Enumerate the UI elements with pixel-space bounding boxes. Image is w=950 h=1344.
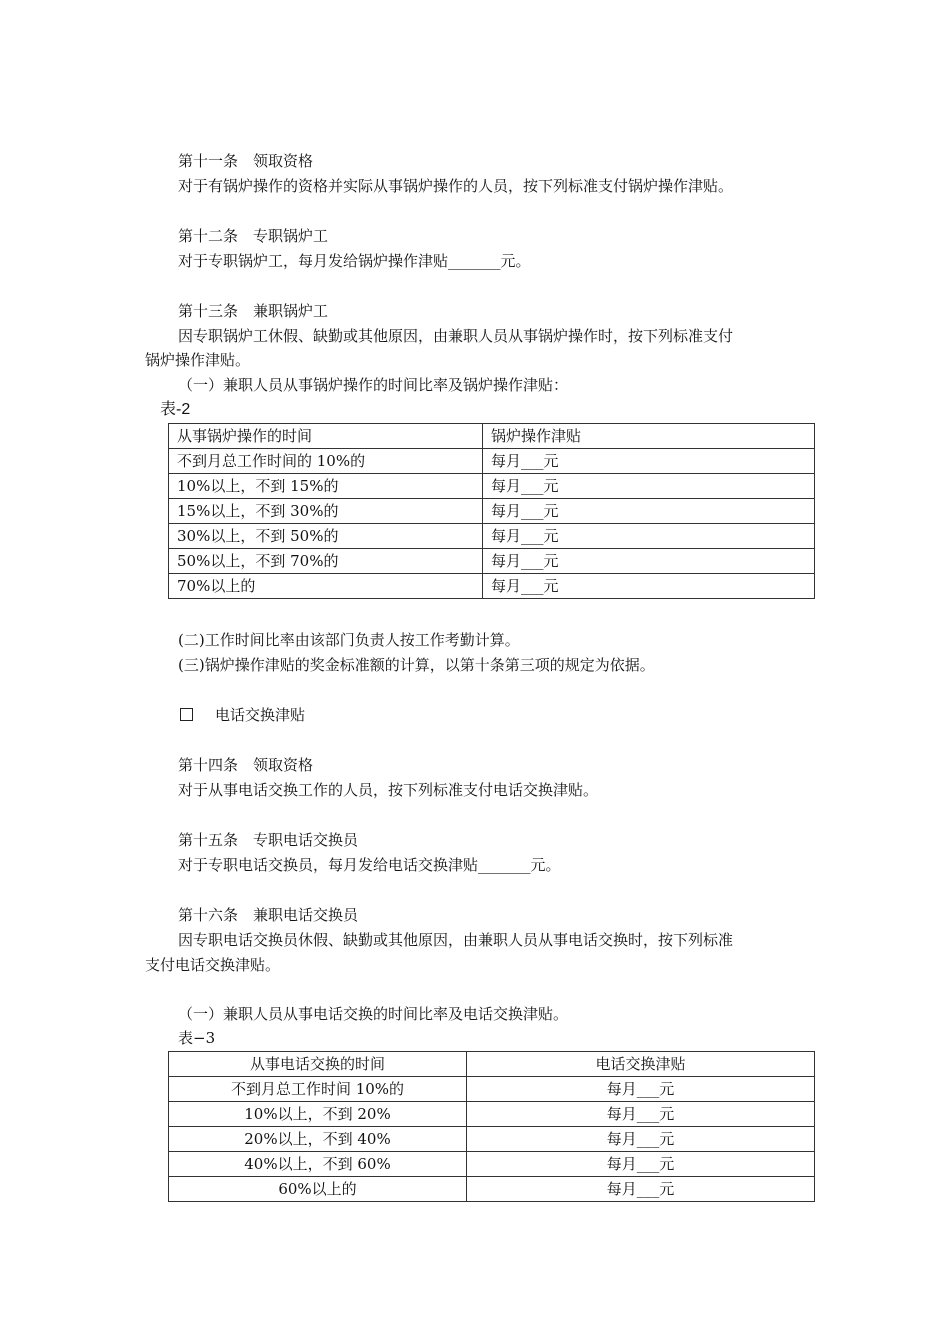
table-cell: 40%以上，不到 60% — [169, 1152, 467, 1177]
article-11-body: 对于有锅炉操作的资格并实际从事锅炉操作的人员，按下列标准支付锅炉操作津贴。 — [178, 177, 734, 195]
article-14-title: 第十四条 领取资格 — [178, 756, 314, 774]
article-13-item-3: (三)锅炉操作津贴的奖金标准额的计算，以第十条第三项的规定为依据。 — [178, 656, 655, 674]
article-15-title: 第十五条 专职电话交换员 — [178, 831, 359, 849]
table-row — [169, 1102, 815, 1127]
table-cell: 10%以上，不到 20% — [169, 1102, 467, 1127]
table-row — [169, 524, 815, 549]
table-cell: 每月___元 — [467, 1127, 815, 1152]
table-cell: 每月___元 — [483, 499, 815, 524]
article-14-body: 对于从事电话交换工作的人员，按下列标准支付电话交换津贴。 — [178, 781, 599, 799]
table-cell: 每月___元 — [483, 549, 815, 574]
table-row — [169, 474, 815, 499]
article-16-body-line2: 支付电话交换津贴。 — [145, 956, 281, 974]
article-13-item-1: （一）兼职人员从事锅炉操作的时间比率及锅炉操作津贴： — [178, 376, 569, 394]
table-cell: 不到月总工作时间 10%的 — [169, 1077, 467, 1102]
table-cell: 不到月总工作时间的 10%的 — [169, 449, 483, 474]
table-header-cell: 电话交换津贴 — [467, 1052, 815, 1077]
table-cell: 20%以上，不到 40% — [169, 1127, 467, 1152]
table-header-cell: 从事电话交换的时间 — [169, 1052, 467, 1077]
article-13-item-2: (二)工作时间比率由该部门负责人按工作考勤计算。 — [178, 631, 520, 649]
table-row — [169, 549, 815, 574]
table-row — [169, 1127, 815, 1152]
table-cell: 每月___元 — [467, 1077, 815, 1102]
table-header-cell: 锅炉操作津贴 — [483, 424, 815, 449]
table-2 — [168, 423, 815, 599]
table-row — [169, 1152, 815, 1177]
table-cell: 60%以上的 — [169, 1177, 467, 1202]
table-cell: 每月___元 — [483, 474, 815, 499]
table-cell: 15%以上，不到 30%的 — [169, 499, 483, 524]
table-cell: 每月___元 — [467, 1177, 815, 1202]
table-row — [169, 574, 815, 599]
table-row — [169, 1077, 815, 1102]
table-header-cell: 从事锅炉操作的时间 — [169, 424, 483, 449]
article-15-body: 对于专职电话交换员，每月发给电话交换津贴_______元。 — [178, 856, 561, 874]
article-13-body-line2: 锅炉操作津贴。 — [145, 351, 251, 369]
article-13-title: 第十三条 兼职锅炉工 — [178, 302, 329, 320]
table-cell: 50%以上，不到 70%的 — [169, 549, 483, 574]
table-cell: 每月___元 — [467, 1152, 815, 1177]
table-cell: 每月___元 — [483, 449, 815, 474]
table-cell: 每月___元 — [483, 524, 815, 549]
table-header-row — [169, 424, 815, 449]
table-cell: 每月___元 — [467, 1102, 815, 1127]
article-16-title: 第十六条 兼职电话交换员 — [178, 906, 359, 924]
table-row — [169, 449, 815, 474]
table-header-row — [169, 1052, 815, 1077]
table-cell: 每月___元 — [483, 574, 815, 599]
table-3 — [168, 1051, 815, 1202]
table-2-caption: 表-2 — [160, 401, 191, 418]
table-3-caption: 表−3 — [178, 1029, 216, 1047]
article-13-body-line1: 因专职锅炉工休假、缺勤或其他原因，由兼职人员从事锅炉操作时，按下列标准支付 — [178, 327, 734, 345]
section-heading-label: 电话交换津贴 — [215, 706, 306, 724]
checkbox-icon — [180, 708, 193, 721]
table-cell: 70%以上的 — [169, 574, 483, 599]
article-12-title: 第十二条 专职锅炉工 — [178, 227, 329, 245]
table-row — [169, 1177, 815, 1202]
table-cell: 30%以上，不到 50%的 — [169, 524, 483, 549]
article-16-body-line1: 因专职电话交换员休假、缺勤或其他原因，由兼职人员从事电话交换时，按下列标准 — [178, 931, 734, 949]
article-11-title: 第十一条 领取资格 — [178, 152, 314, 170]
article-16-item-1: （一）兼职人员从事电话交换的时间比率及电话交换津贴。 — [178, 1005, 569, 1023]
table-row — [169, 499, 815, 524]
section-heading-phone — [180, 705, 305, 725]
article-12-body: 对于专职锅炉工，每月发给锅炉操作津贴_______元。 — [178, 252, 531, 270]
table-cell: 10%以上，不到 15%的 — [169, 474, 483, 499]
